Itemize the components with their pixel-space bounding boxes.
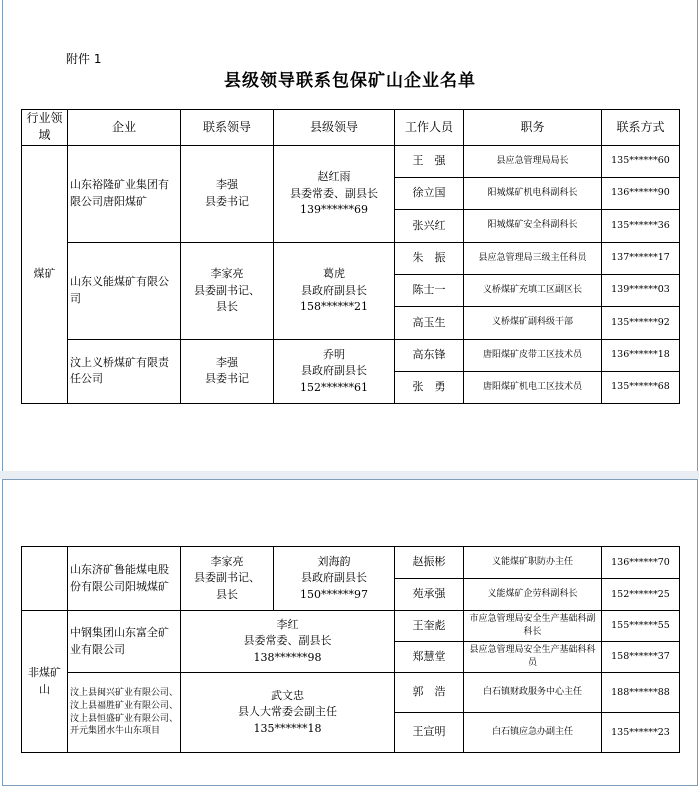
staff-name: 王宣明 xyxy=(395,713,464,753)
staff-name: 王 强 xyxy=(395,145,464,177)
county-leader-name: 乔明 xyxy=(323,347,345,361)
staff-phone: 155******55 xyxy=(602,611,680,642)
contact-leader-name: 李强 xyxy=(216,355,238,369)
county-leader-title: 县委常委、副县长 xyxy=(290,186,378,200)
staff-name: 张 勇 xyxy=(395,371,464,403)
staff-position: 县应急管理局安全生产基础科科员 xyxy=(464,642,602,673)
staff-name: 郑慧堂 xyxy=(395,642,464,673)
industry-coal: 煤矿 xyxy=(22,145,68,403)
staff-position: 县应急管理局三级主任科员 xyxy=(464,242,602,274)
header-row xyxy=(22,110,680,146)
company-cell: 山东义能煤矿有限公司 xyxy=(68,242,181,339)
table-row xyxy=(22,673,680,713)
staff-phone: 135******36 xyxy=(602,209,680,242)
table-row xyxy=(22,145,680,177)
county-leader-phone: 158******21 xyxy=(300,300,368,314)
staff-phone: 188******88 xyxy=(602,673,680,713)
staff-position: 白石镇应急办副主任 xyxy=(464,713,602,753)
staff-phone: 136******18 xyxy=(602,339,680,371)
table-row xyxy=(22,611,680,642)
staff-position: 义能煤矿企劳科副科长 xyxy=(464,579,602,611)
county-leader-phone: 152******61 xyxy=(300,380,368,394)
header-company: 企业 xyxy=(68,110,181,146)
leader-contact-table-part2 xyxy=(21,546,680,753)
contact-leader-cell xyxy=(181,339,274,403)
staff-phone: 135******60 xyxy=(602,145,680,177)
header-industry: 行业领域 xyxy=(22,110,68,146)
staff-phone: 136******70 xyxy=(602,547,680,579)
page-gap xyxy=(0,471,699,479)
county-leader-title: 县政府副县长 xyxy=(301,283,367,297)
staff-name: 郭 浩 xyxy=(395,673,464,713)
contact-leader-name: 李家亮 xyxy=(210,554,244,568)
county-leader-cell xyxy=(274,547,395,611)
table-row xyxy=(22,242,680,274)
staff-phone: 152******25 xyxy=(602,579,680,611)
leader-name: 武文忠 xyxy=(271,688,304,702)
county-leader-title: 县政府副县长 xyxy=(301,571,367,585)
contact-leader-title: 县委书记 xyxy=(205,372,249,386)
county-leader-title: 县政府副县长 xyxy=(301,364,367,378)
header-county-leader: 县级领导 xyxy=(274,110,395,146)
staff-name: 徐立国 xyxy=(395,177,464,209)
header-staff: 工作人员 xyxy=(395,110,464,146)
staff-name: 赵振彬 xyxy=(395,547,464,579)
county-leader-phone: 139******69 xyxy=(300,203,368,217)
leader-phone: 135******18 xyxy=(253,721,322,735)
header-contact-leader: 联系领导 xyxy=(181,110,274,146)
leader-name: 李红 xyxy=(276,617,299,631)
staff-name: 王奎彪 xyxy=(395,611,464,642)
staff-phone: 158******37 xyxy=(602,642,680,673)
leader-title: 县委常委、副县长 xyxy=(243,634,332,648)
county-leader-phone: 150******97 xyxy=(300,587,368,601)
company-cell: 汶上县闽兴矿业有限公司、汶上县福胜矿业有限公司、汶上县恒盛矿业有限公司、开元集团水牛山东项目 xyxy=(68,673,181,753)
company-cell: 汶上义桥煤矿有限责任公司 xyxy=(68,339,181,403)
county-leader-name: 葛虎 xyxy=(323,267,345,281)
contact-leader-title: 县委副书记、 xyxy=(194,283,260,297)
staff-position: 义能煤矿职防办主任 xyxy=(464,547,602,579)
staff-phone: 139******03 xyxy=(602,274,680,306)
staff-name: 张兴红 xyxy=(395,209,464,242)
staff-phone: 136******90 xyxy=(602,177,680,209)
industry-coal-continued xyxy=(22,547,68,611)
staff-name: 朱 振 xyxy=(395,242,464,274)
staff-position: 市应急管理局安全生产基础科副科长 xyxy=(464,611,602,642)
county-leader-cell xyxy=(274,145,395,242)
leader-contact-table-part1 xyxy=(21,109,680,404)
contact-leader-title-2: 县长 xyxy=(216,587,238,601)
staff-position: 义桥煤矿副科级干部 xyxy=(464,306,602,339)
county-leader-name: 刘海韵 xyxy=(317,554,351,568)
staff-position: 唐阳煤矿皮带工区技术员 xyxy=(464,339,602,371)
contact-leader-cell xyxy=(181,242,274,339)
staff-name: 陈士一 xyxy=(395,274,464,306)
header-phone: 联系方式 xyxy=(602,110,680,146)
document-title: 县级领导联系包保矿山企业名单 xyxy=(224,71,476,91)
company-cell: 山东济矿鲁能煤电股份有限公司阳城煤矿 xyxy=(68,547,181,611)
attachment-label: 附件 1 xyxy=(66,52,102,66)
county-leader-name: 赵红雨 xyxy=(317,170,351,184)
leader-phone: 138******98 xyxy=(253,650,322,664)
contact-leader-name: 李家亮 xyxy=(210,267,244,281)
contact-leader-cell xyxy=(181,547,274,611)
staff-name: 高东锋 xyxy=(395,339,464,371)
staff-name: 高玉生 xyxy=(395,306,464,339)
staff-position: 唐阳煤矿机电工区技术员 xyxy=(464,371,602,403)
leader-title: 县人大常委会副主任 xyxy=(238,705,337,719)
table-row xyxy=(22,547,680,579)
staff-position: 白石镇财政服务中心主任 xyxy=(464,673,602,713)
staff-position: 阳城煤矿机电科副科长 xyxy=(464,177,602,209)
contact-leader-title: 县委书记 xyxy=(205,194,249,208)
county-leader-cell xyxy=(274,242,395,339)
contact-leader-name: 李强 xyxy=(216,178,238,192)
staff-name: 苑承强 xyxy=(395,579,464,611)
staff-phone: 137******17 xyxy=(602,242,680,274)
company-cell: 山东裕隆矿业集团有限公司唐阳煤矿 xyxy=(68,145,181,242)
leader-merged-cell xyxy=(181,673,395,753)
staff-phone: 135******92 xyxy=(602,306,680,339)
header-position: 职务 xyxy=(464,110,602,146)
staff-position: 县应急管理局局长 xyxy=(464,145,602,177)
industry-noncoal: 非煤矿山 xyxy=(22,611,68,753)
contact-leader-title: 县委副书记、 xyxy=(194,571,260,585)
leader-merged-cell xyxy=(181,611,395,673)
staff-position: 义桥煤矿充填工区副区长 xyxy=(464,274,602,306)
table-row xyxy=(22,339,680,371)
staff-position: 阳城煤矿安全科副科长 xyxy=(464,209,602,242)
company-cell: 中钢集团山东富全矿业有限公司 xyxy=(68,611,181,673)
contact-leader-title-2: 县长 xyxy=(216,300,238,314)
staff-phone: 135******68 xyxy=(602,371,680,403)
county-leader-cell xyxy=(274,339,395,403)
contact-leader-cell xyxy=(181,145,274,242)
staff-phone: 135******23 xyxy=(602,713,680,753)
